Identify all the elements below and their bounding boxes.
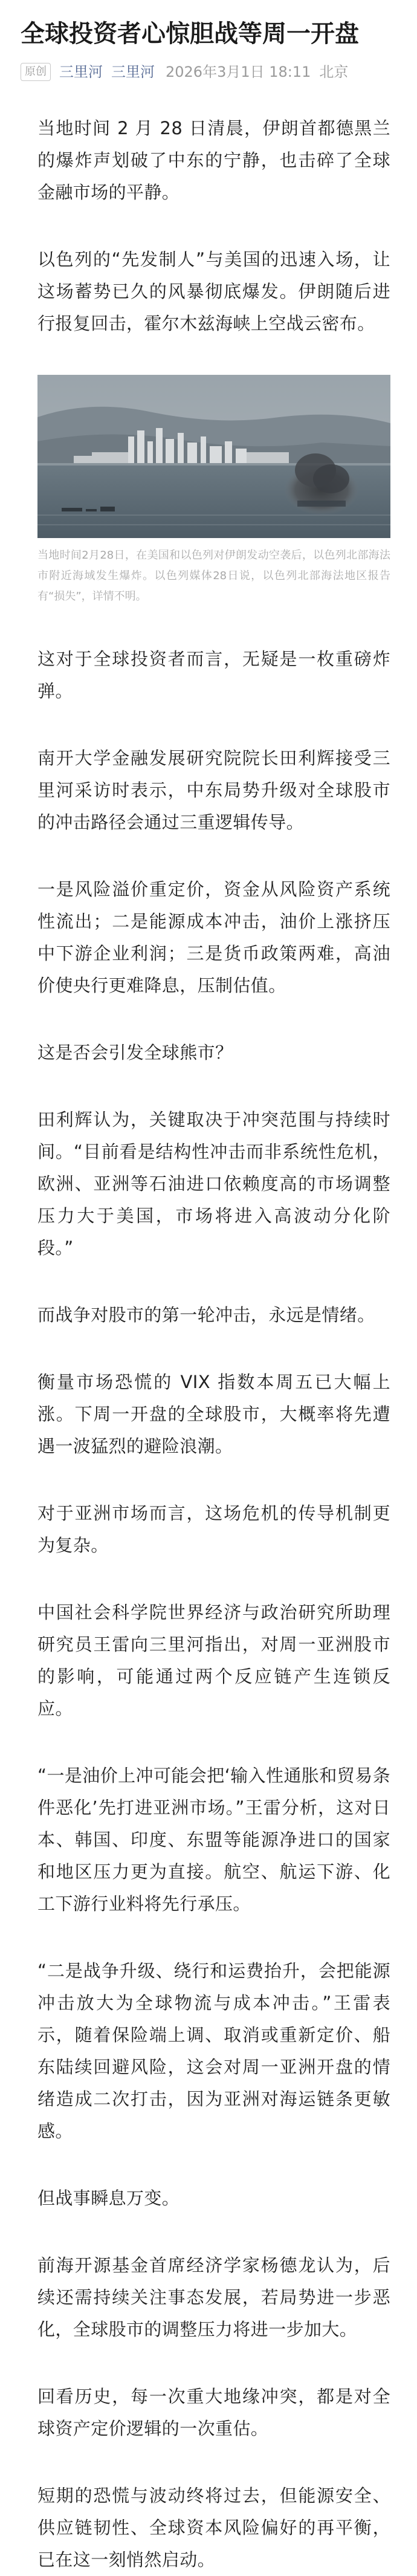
paragraph: 这是否会引发全球熊市？ [37,1042,233,1063]
paragraph: 衡量市场恐慌的 VIX 指数本周五已大幅上涨。下周一开盘的全球股市，大概率将先遭遇一波猛烈的避险浪潮。 [37,1372,390,1456]
paragraph: “一是油价上冲可能会把‘输入性通胀和贸易条件恶化’先打进亚洲市场。”王雷分析，这对日本、韩国、印度、东盟等能源净进口的国家和地区压力更为直接。航空、航运下游、化工下游行业料将先行承压。 [37,1765,390,1914]
paragraph: 当地时间 2 月 28 日清晨，伊朗首都德黑兰的爆炸声划破了中东的宁静，也击碎了全球金融市场的平静。 [37,118,390,203]
article-title: 全球投资者心惊胆战等周一开盘 [21,20,359,48]
news-photo[interactable] [37,375,390,538]
paragraph: 以色列的“先发制人”与美国的迅速入场，让这场蓄势已久的风暴彻底爆发。伊朗随后进行报复回击，霍尔木兹海峡上空战云密布。 [37,249,390,334]
paragraph: 短期的恐慌与波动终将过去，但能源安全、供应链韧性、全球资本风险偏好的再平衡，已在这一刻悄然启动。 [37,2485,390,2570]
paragraph: 对于亚洲市场而言，这场危机的传导机制更为复杂。 [37,1503,390,1556]
author-link[interactable]: 三里河 [59,63,103,80]
paragraph: 田利辉认为，关键取决于冲突范围与持续时间。“目前看是结构性冲击而非系统性危机，欧洲、亚洲等石油进口依赖度高的市场调整压力大于美国，市场将进入高波动分化阶段。” [37,1109,390,1258]
article-meta [0,51,417,82]
paragraph: 中国社会科学院世界经济与政治研究所助理研究员王雷向三里河指出，对周一亚洲股市的影响，可能通过两个反应链产生连锁反应。 [37,1602,390,1719]
paragraph: 一是风险溢价重定价，资金从风险资产系统性流出；二是能源成本冲击，油价上涨挤压中下游企业利润；三是货币政策两难，高油价使央行更难降息，压制估值。 [37,879,390,996]
paragraph: 前海开源基金首席经济学家杨德龙认为，后续还需持续关注事态发展，若局势进一步恶化，全球股市的调整压力将进一步加大。 [37,2255,390,2340]
paragraph: 这对于全球投资者而言，无疑是一枚重磅炸弹。 [37,649,390,701]
figure-caption: 当地时间2月28日，在美国和以色列对伊朗发动空袭后，以色列北部海法市附近海域发生爆炸。以色列媒体28日说，以色列北部海法地区报告有“损失”，详情不明。 [37,549,390,603]
account-link[interactable]: 三里河 [111,63,155,80]
paragraph: 而战争对股市的第一轮冲击，永远是情绪。 [37,1305,375,1325]
paragraph: 南开大学金融发展研究院院长田利辉接受三里河采访时表示，中东局势升级对全球股市的冲击路径会通过三重逻辑传导。 [37,748,390,832]
paragraph: 但战事瞬息万变。 [37,2188,180,2208]
news-figure [37,375,390,607]
original-badge: 原创 [21,63,51,81]
article-body [0,82,417,2576]
paragraph: 回看历史，每一次重大地缘冲突，都是对全球资产定价逻辑的一次重估。 [37,2386,390,2439]
publish-time: 2026年3月1日 18:11 [166,63,311,80]
publish-location: 北京 [319,63,349,80]
paragraph: “二是战争升级、绕行和运费抬升，会把能源冲击放大为全球物流与成本冲击。”王雷表示，随着保险端上调、取消或重新定价、船东陆续回避风险，这会对周一亚洲开盘的情绪造成二次打击，因为亚洲对海运链条更敏感。 [37,1961,390,2141]
